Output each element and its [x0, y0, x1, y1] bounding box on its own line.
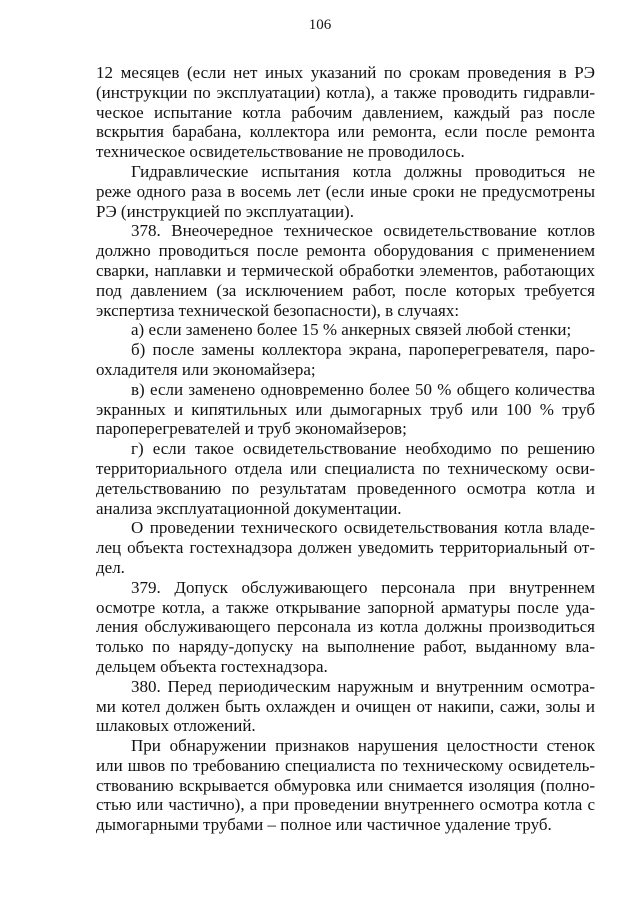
text-line: При обнаружении признаков нарушения целостности стенок — [131, 736, 595, 756]
text-line: г) если такое освидетельствование необходимо по решению — [131, 439, 595, 459]
list-item-v — [96, 380, 595, 439]
text-line: ления обслуживающего персонала из котла должны производиться — [96, 617, 595, 637]
text-line: стью или частично), а при проведении внутреннего осмотра котла с — [96, 795, 595, 815]
text-line: в) если заменено одновременно более 50 % общего количества — [131, 379, 595, 399]
text-line: 378. Внеочередное техническое освидетельствование котлов — [131, 221, 595, 241]
text-line: (инструкции по эксплуатации) котла), а также проводить гидравли- — [96, 82, 595, 102]
text-line: под давлением (за исключением работ, после которых требуется — [96, 280, 595, 300]
text-line: охладителя или экономайзера; — [96, 359, 316, 379]
text-line: должно проводиться после ремонта оборудования с применением — [96, 241, 595, 261]
text-line: территориального отдела или специалиста по техническому осви- — [96, 458, 595, 478]
text-line: дымогарными трубами – полное или частичное удаление труб. — [96, 815, 552, 835]
text-line: ческое испытание котла рабочим давлением, каждый раз после — [96, 102, 595, 122]
paragraph-continuation — [96, 63, 595, 162]
paragraph-notification — [96, 518, 595, 577]
text-line: анализа эксплуатационной документации. — [96, 498, 402, 518]
paragraph-380 — [96, 677, 595, 736]
paragraph-378 — [96, 221, 595, 320]
text-line: экранных и кипятильных или дымогарных труб или 100 % труб — [96, 399, 595, 419]
text-line: осмотре котла, а также открывание запорной арматуры после уда- — [96, 597, 595, 617]
paragraph-defects — [96, 736, 595, 835]
text-line: дел. — [96, 557, 125, 577]
text-line: или швов по требованию специалиста по техническому освидетель- — [96, 755, 595, 775]
text-line: реже одного раза в восемь лет (если иные сроки не предусмотрены — [96, 181, 595, 201]
text-line: 12 месяцев (если нет иных указаний по срокам проведения в РЭ — [96, 63, 595, 82]
text-line: б) после замены коллектора экрана, пароперегревателя, паро- — [131, 340, 595, 360]
text-line: экспертиза технической безопасности), в случаях: — [96, 300, 460, 320]
page-body — [96, 63, 595, 835]
text-line: вскрытия барабана, коллектора или ремонта, если после ремонта — [96, 122, 595, 142]
text-line: детельствованию по результатам проведенного осмотра котла и — [96, 478, 595, 498]
text-line: ствованию вскрывается обмуровка или снимается изоляция (полно- — [96, 775, 595, 795]
text-line: дельцем объекта гостехнадзора. — [96, 656, 328, 676]
list-item-g — [96, 439, 595, 518]
text-line: 379. Допуск обслуживающего персонала при внутреннем — [131, 577, 595, 597]
text-line: О проведении технического освидетельствования котла владе- — [131, 518, 595, 538]
text-line: ми котел должен быть охлажден и очищен от накипи, сажи, золы и — [96, 696, 595, 716]
page-number: 106 — [308, 17, 332, 33]
text-line: а) если заменено более 15 % анкерных связей любой стенки; — [131, 320, 572, 340]
list-item-a — [96, 320, 595, 340]
text-line: шлаковых отложений. — [96, 716, 256, 736]
paragraph-379 — [96, 578, 595, 677]
text-line: РЭ (инструкцией по эксплуатации). — [96, 201, 354, 221]
list-item-b — [96, 340, 595, 380]
paragraph-hydraulic-tests — [96, 162, 595, 221]
text-line: только по наряду-допуску на выполнение работ, выданному вла- — [96, 637, 595, 657]
text-line: сварки, наплавки и термической обработки элементов, работающих — [96, 260, 595, 280]
text-line: лец объекта гостехнадзора должен уведомить территориальный от- — [96, 538, 595, 558]
text-line: 380. Перед периодическим наружным и внутренним осмотра- — [131, 676, 595, 696]
text-line: техническое освидетельствование не проводилось. — [96, 142, 465, 162]
text-line: Гидравлические испытания котла должны проводиться не — [131, 161, 595, 181]
text-line: пароперегревателей и труб экономайзеров; — [96, 419, 407, 439]
